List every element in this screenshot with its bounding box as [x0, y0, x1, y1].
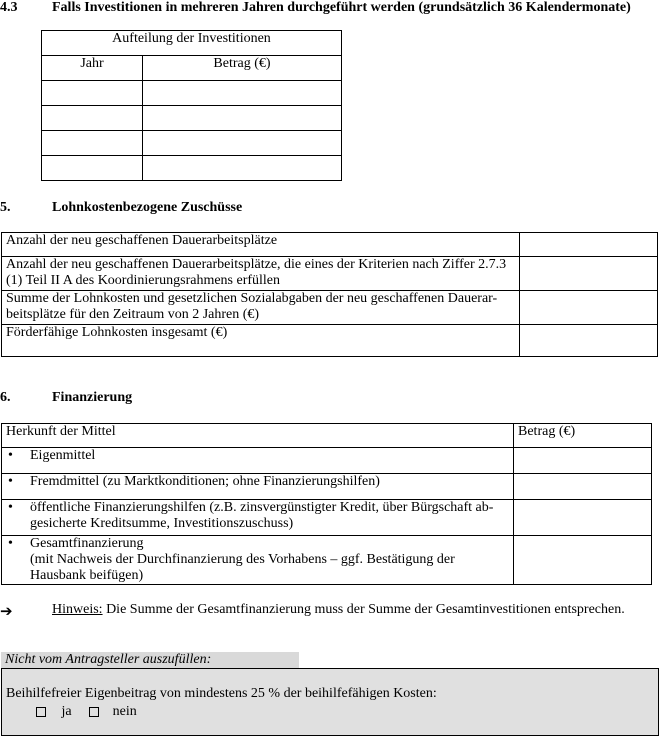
section-5-heading — [0, 200, 243, 216]
bullet-icon: • — [8, 536, 13, 551]
hint-text: Die Summe der Gesamtfinanzierung muss der Summe der Gesamtinvestitionen entsprechen. — [106, 602, 625, 617]
column-header-source: Herkunft der Mittel — [2, 424, 514, 448]
financing-row-debt — [2, 474, 514, 500]
financing-row-total — [2, 536, 514, 585]
investment-split-table — [41, 30, 342, 181]
financing-row-equity — [2, 448, 514, 474]
amount-cell[interactable] — [143, 156, 342, 181]
year-cell[interactable] — [42, 106, 143, 131]
hint — [0, 602, 625, 621]
year-cell[interactable] — [42, 156, 143, 181]
section-title: Finanzierung — [52, 390, 133, 405]
financing-row-public — [2, 500, 514, 536]
section-title: Falls Investitionen in mehreren Jahren durchgeführt werden (grundsätzlich 36 Kalendermonate) — [52, 0, 631, 15]
office-use-box — [1, 668, 659, 736]
section-title: Lohnkostenbezogene Zuschüsse — [52, 200, 243, 215]
financing-amount-cell[interactable] — [514, 474, 652, 500]
amount-cell[interactable] — [143, 106, 342, 131]
financing-table — [1, 423, 652, 585]
wage-value-cell[interactable] — [520, 257, 658, 291]
wage-value-cell[interactable] — [520, 233, 658, 257]
wage-row-label: Anzahl der neu geschaffenen Dauerarbeitsplätze — [2, 233, 520, 257]
financing-amount-cell[interactable] — [514, 448, 652, 474]
column-header-amount: Betrag (€) — [514, 424, 652, 448]
bullet-icon: • — [8, 500, 13, 515]
table-title: Aufteilung der Investitionen — [42, 31, 342, 56]
arrow-right-icon: ➔ — [0, 604, 13, 620]
bullet-icon: • — [8, 474, 13, 489]
column-header-year: Jahr — [42, 56, 143, 81]
section-4-3-heading — [0, 0, 631, 16]
financing-row-note: (mit Nachweis der Durchfinanzierung des Vorhabens – ggf. Bestätigung der Hausbank beifügen) — [30, 552, 455, 583]
financing-row-label: öffentliche Finanzierungshilfen (z.B. zinsvergünstigter Kredit, über Bürgschaft ab-gesicherte Kreditsumme, Investitionszuschuss) — [30, 500, 494, 531]
bullet-icon: • — [8, 448, 13, 463]
section-number: 6. — [0, 390, 11, 405]
section-6-heading — [0, 390, 133, 406]
wage-row-label: Summe der Lohnkosten und gesetzlichen Sozialabgaben der neu geschaffenen Dauerar-beitsplätze für den Zeitraum von 2 Jahren (€) — [2, 291, 520, 325]
wage-cost-table — [1, 232, 658, 357]
financing-amount-cell[interactable] — [514, 536, 652, 585]
section-number: 4.3 — [0, 0, 18, 15]
amount-cell[interactable] — [143, 81, 342, 106]
own-contribution-text: Beihilfefreier Eigenbeitrag von mindestens 25 % der beihilfefähigen Kosten: — [6, 686, 437, 701]
checkbox-yes[interactable] — [36, 707, 46, 717]
wage-row-label: Förderfähige Lohnkosten insgesamt (€) — [2, 325, 520, 357]
section-number: 5. — [0, 200, 11, 215]
financing-row-label: Eigenmittel — [30, 448, 96, 463]
financing-amount-cell[interactable] — [514, 500, 652, 536]
hint-label: Hinweis: — [52, 602, 103, 617]
year-cell[interactable] — [42, 131, 143, 156]
wage-row-label: Anzahl der neu geschaffenen Dauerarbeitsplätze, die eines der Kriterien nach Ziffer 2.7.3 (1) Teil II A des Koordinierungsrahmens erfüllen — [2, 257, 520, 291]
wage-value-cell[interactable] — [520, 291, 658, 325]
year-cell[interactable] — [42, 81, 143, 106]
financing-row-label: Gesamtfinanzierung — [30, 536, 144, 551]
option-no-label: nein — [112, 704, 137, 719]
column-header-amount: Betrag (€) — [143, 56, 342, 81]
office-use-label: Nicht vom Antragsteller auszufüllen: — [1, 652, 299, 668]
wage-value-cell[interactable] — [520, 325, 658, 357]
financing-row-label: Fremdmittel (zu Marktkonditionen; ohne Finanzierungshilfen) — [30, 474, 380, 489]
option-yes-label: ja — [61, 704, 72, 719]
amount-cell[interactable] — [143, 131, 342, 156]
own-contribution-options — [36, 704, 137, 720]
checkbox-no[interactable] — [89, 707, 99, 717]
